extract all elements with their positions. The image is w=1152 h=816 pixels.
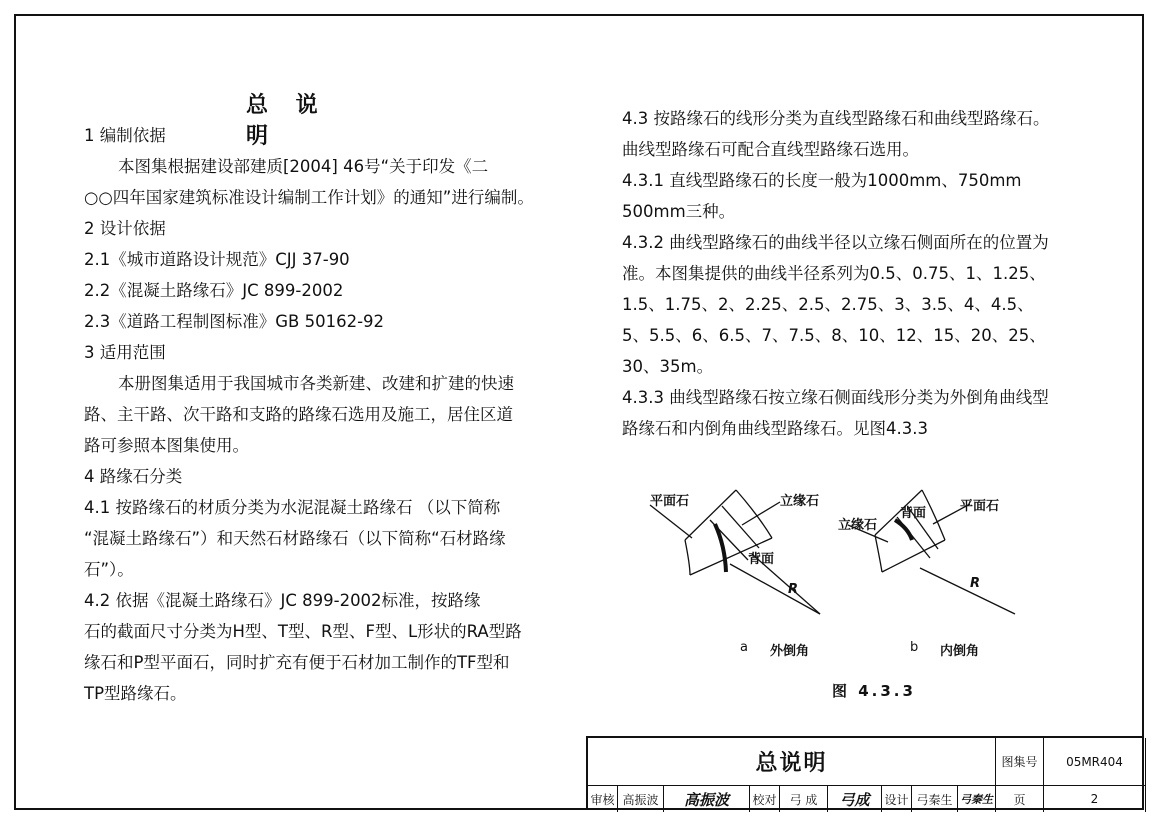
text-line: ○○四年国家建筑标准设计编制工作计划》的通知”进行编制。 xyxy=(84,188,534,207)
atlas-number: 05MR404 xyxy=(1044,738,1146,786)
title-block xyxy=(586,736,1144,810)
atlas-number-label: 图集号 xyxy=(996,738,1044,786)
text-line: 路缘石和内倒角曲线型路缘石。见图4.3.3 xyxy=(622,419,928,438)
document-title: 总 说 明 xyxy=(246,93,328,149)
text-line: 本册图集适用于我国城市各类新建、改建和扩建的快速 xyxy=(118,374,514,393)
text-line: 缘石和P型平面石，同时扩充有便于石材加工制作的TF型和 xyxy=(84,653,510,672)
text-line: 4.3.2 曲线型路缘石的曲线半径以立缘石侧面所在的位置为 xyxy=(622,233,1049,252)
fig-b-plane-label: 平面石 xyxy=(960,499,1000,514)
text-line: 3 适用范围 xyxy=(84,343,166,362)
text-line: 500mm三种。 xyxy=(622,202,736,221)
text-line: 准。本图集提供的曲线半径系列为0.5、0.75、1、1.25、 xyxy=(622,264,1046,283)
review-label: 审核 xyxy=(588,786,618,812)
reviewer-name: 高振波 xyxy=(618,786,664,812)
text-line: 4.2 依据《混凝土路缘石》JC 899-2002标准，按路缘 xyxy=(84,591,481,610)
text-line: 30、35m。 xyxy=(622,357,714,376)
text-line: 曲线型路缘石可配合直线型路缘石选用。 xyxy=(622,140,919,159)
page-number: 2 xyxy=(1044,786,1146,812)
check-label: 校对 xyxy=(750,786,780,812)
fig-b-letter: b xyxy=(910,640,919,655)
designer-signature: 弓秦生 xyxy=(958,786,996,812)
text-line: 路、主干路、次干路和支路的路缘石选用及施工，居住区道 xyxy=(84,405,513,424)
fig-a-plane-label: 平面石 xyxy=(650,494,690,509)
text-line: 2.3《道路工程制图标准》GB 50162-92 xyxy=(84,312,385,331)
text-line: 2 设计依据 xyxy=(84,219,166,238)
text-line: 4.3.3 曲线型路缘石按立缘石侧面线形分类为外倒角曲线型 xyxy=(622,388,1049,407)
text-line: 石”）。 xyxy=(84,560,134,579)
designer-name: 弓秦生 xyxy=(912,786,958,812)
fig-a-radius-label: R xyxy=(788,582,799,597)
text-line: 4.1 按路缘石的材质分类为水泥混凝土路缘石 （以下简称 xyxy=(84,498,501,517)
title-block-title: 总说明 xyxy=(588,738,996,786)
text-line: 1 编制依据 xyxy=(84,126,166,145)
text-line: 2.2《混凝土路缘石》JC 899-2002 xyxy=(84,281,344,300)
design-label: 设计 xyxy=(882,786,912,812)
checker-signature: 弓成 xyxy=(828,786,882,812)
text-line: “混凝土路缘石”）和天然石材路缘石（以下简称“石材路缘 xyxy=(84,529,506,548)
text-line: 路可参照本图集使用。 xyxy=(84,436,249,455)
fig-a-back-label: 背面 xyxy=(748,552,775,567)
text-line: 5、5.5、6、6.5、7、7.5、8、10、12、15、20、25、 xyxy=(622,326,1046,345)
reviewer-signature: 高振波 xyxy=(664,786,750,812)
fig-b-radius-label: R xyxy=(970,576,981,591)
fig-b-caption: 内倒角 xyxy=(940,644,980,659)
figure-4-3-3 xyxy=(630,480,1050,710)
text-line: 石的截面尺寸分类为H型、T型、R型、F型、L形状的RA型路 xyxy=(84,622,522,641)
left-text-column xyxy=(84,120,554,709)
fig-a-curb-label: 立缘石 xyxy=(780,494,820,509)
fig-b-curb-label: 立缘石 xyxy=(838,518,878,533)
text-line: 4 路缘石分类 xyxy=(84,467,183,486)
right-text-column xyxy=(622,103,1092,444)
text-line: 4.3.1 直线型路缘石的长度一般为1000mm、750mm xyxy=(622,171,1022,190)
fig-a-caption: 外倒角 xyxy=(770,644,810,659)
page-label: 页 xyxy=(996,786,1044,812)
curb-face-b xyxy=(895,520,912,540)
text-line: 本图集根据建设部建质[2004] 46号“关于印发《二 xyxy=(118,157,489,176)
text-line: 4.3 按路缘石的线形分类为直线型路缘石和曲线型路缘石。 xyxy=(622,109,1050,128)
text-line: TP型路缘石。 xyxy=(84,684,187,703)
fig-a-letter: a xyxy=(740,640,748,655)
text-line: 2.1《城市道路设计规范》CJJ 37-90 xyxy=(84,250,350,269)
fig-b-back-label: 背面 xyxy=(900,506,927,521)
checker-name: 弓 成 xyxy=(780,786,828,812)
figure-caption: 图 4.3.3 xyxy=(832,682,916,700)
text-line: 1.5、1.75、2、2.25、2.5、2.75、3、3.5、4、4.5、 xyxy=(622,295,1034,314)
